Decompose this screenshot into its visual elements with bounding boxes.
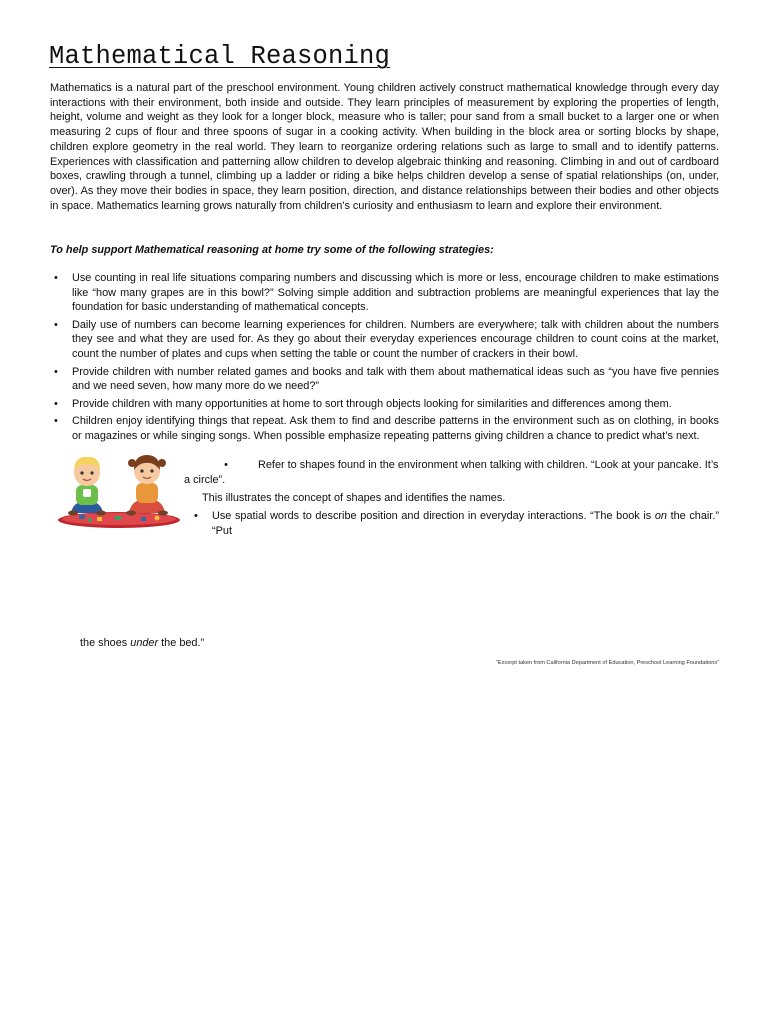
bullet-glyph: • xyxy=(224,459,228,471)
girl-figure xyxy=(126,455,168,516)
shoes-word-under: under xyxy=(130,637,159,649)
shapes-strategy-item xyxy=(184,458,720,488)
spatial-text-after: the chair.” “Put xyxy=(212,510,719,537)
strategy-item-games: • Provide children with number related games and books and talk with them about mathematical ideas such as “you have five pennies and we need seven, how many more do we need?” xyxy=(50,365,719,394)
strategy-item-numbers: • Daily use of numbers can become learning experiences for children. Numbers are everywhere; talk with children about the numbers they see and what they are used for. As they go about their everyday experiences encourage children to count coins at the market, count the number of plates and cups when setting the table or count the number of crackers in their bowl. xyxy=(50,318,719,362)
shapes-strategy-text: Refer to shapes found in the environment when talking with children. “Look at your pancake. It’s a circle”. xyxy=(184,459,719,486)
children-playing-illustration xyxy=(57,443,184,530)
shoes-text-before: the shoes xyxy=(80,637,131,649)
bullet-glyph: • xyxy=(194,510,198,522)
strategies-heading: To help support Mathematical reasoning at home try some of the following strategies: xyxy=(50,244,494,256)
shoes-text-after: the bed.” xyxy=(158,637,205,649)
strategies-list xyxy=(50,271,719,444)
intro-paragraph: Mathematics is a natural part of the preschool environment. Young children actively construct mathematical knowledge through every day interactions with their environment, both inside and outside. They learn principles of measurement by exploring the properties of length, height, volume and weight as they look for a longer block, measure who is taller; pour sand from a small bucket to a larger one or when measuring 2 cups of flour and three spoons of sugar in a cooking activity. When building in the block area or sorting blocks by shape, children explore geometry in the real world. They learn to reorganize ordering relations such as large to small and to identify patterns. Experiences with classification and patterning allow children to develop algebraic thinking and reasoning. Climbing in and out of cardboard boxes, crawling through a tunnel, climbing up a ladder or riding a bike helps children develop a sense of spatial relationships (on, under, over). As they move their bodies in space, they learn position, direction, and distance relationships between their bodies and other objects in space. Mathematics learning grows naturally from children's curiosity and enthusiasm to learn and explore their environment. xyxy=(50,82,719,212)
boy-figure xyxy=(68,457,106,516)
source-citation: “Excerpt taken from California Department of Education, Preschool Learning Foundations” xyxy=(496,660,719,666)
spatial-text-before: Use spatial words to describe position and direction in everyday interactions. “The book is xyxy=(212,510,655,522)
strategy-item-sorting: • Provide children with many opportunities at home to sort through objects looking for similarities and differences among them. xyxy=(50,397,719,412)
page-title: Mathematical Reasoning xyxy=(49,42,391,71)
strategy-item-patterns: • Children enjoy identifying things that repeat. Ask them to find and describe patterns in the environment such as on clothing, in books or magazines or while singing songs. When possible emphasize repeating patterns giving children a chance to predict what’s next. xyxy=(50,414,719,443)
strategy-item-counting: • Use counting in real life situations comparing numbers and discussing which is more or less, encourage children to make estimations like “how many grapes are in this bowl?” Solving simple addition and subtraction problems are meaningful experiences that lay the foundation for basic understanding of mathematical concepts. xyxy=(50,271,719,315)
spatial-strategy-continuation xyxy=(80,637,204,649)
spatial-strategy-item xyxy=(194,509,719,539)
spatial-word-on: on xyxy=(654,510,667,522)
shapes-strategy-continuation: This illustrates the concept of shapes and identifies the names. xyxy=(202,492,506,504)
